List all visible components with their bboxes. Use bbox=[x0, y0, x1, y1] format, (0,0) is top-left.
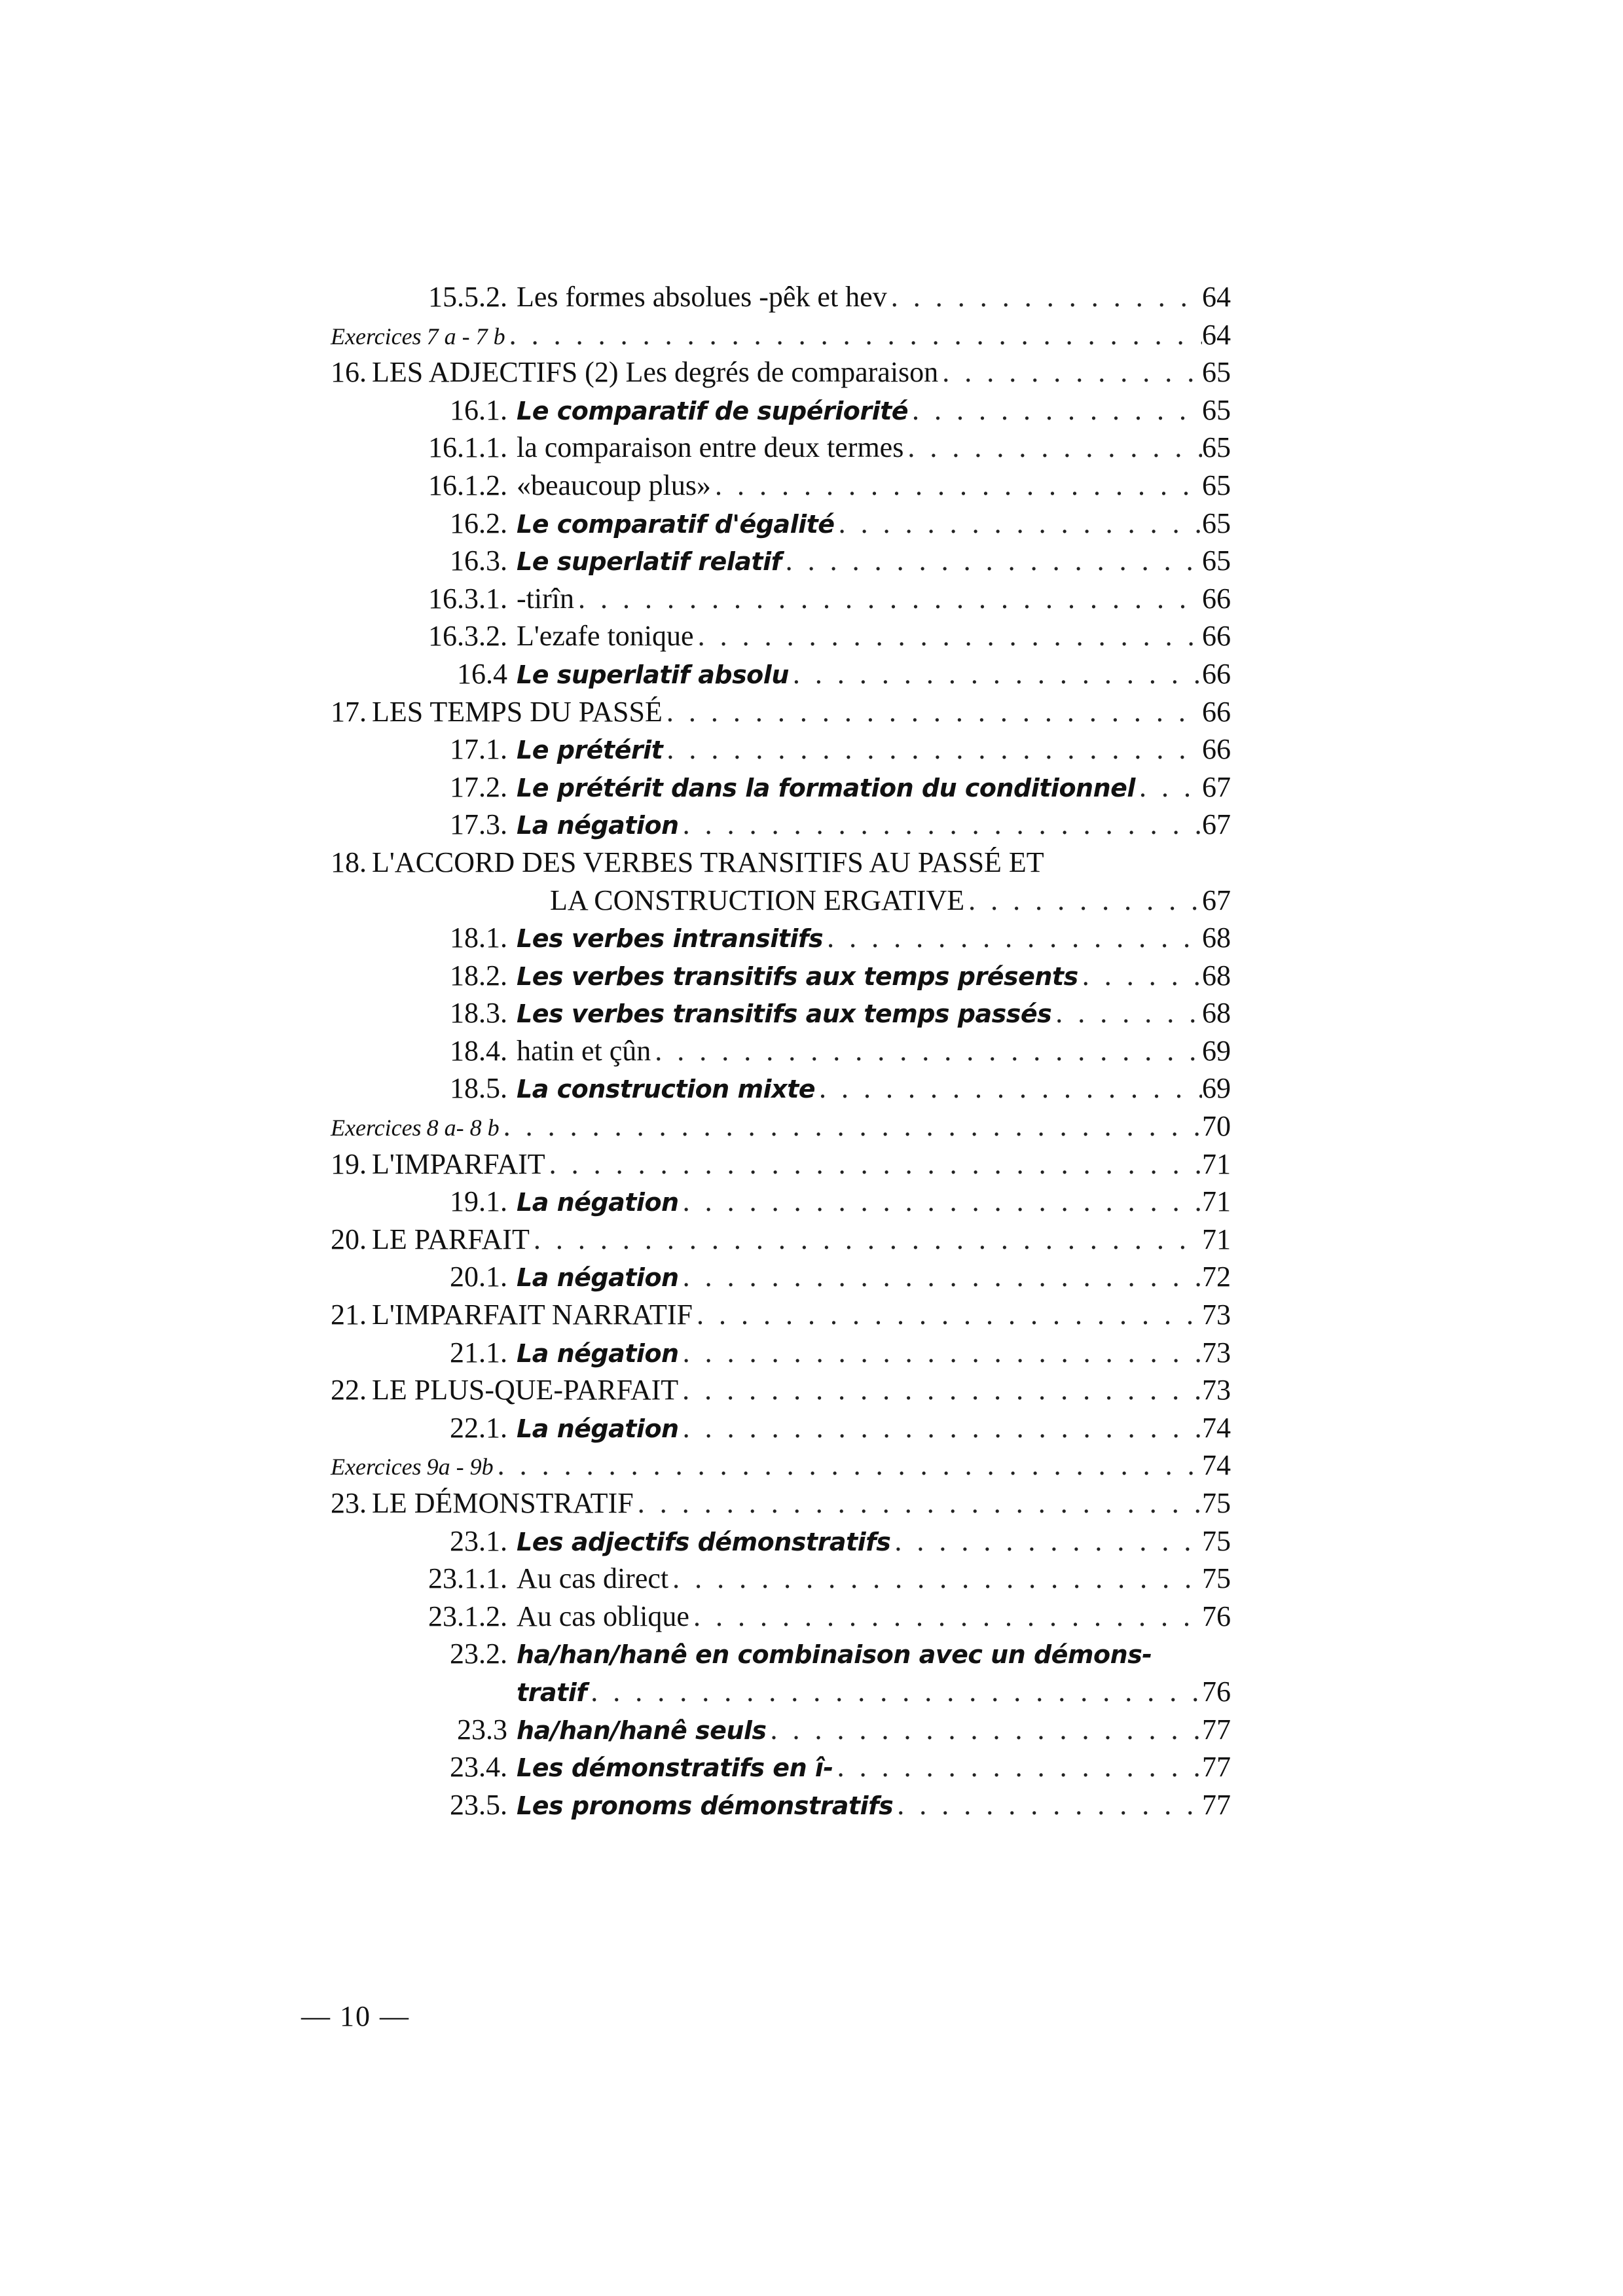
toc-entry-page: 73 bbox=[1202, 1374, 1231, 1407]
toc-leader-dots bbox=[835, 505, 1202, 543]
toc-entry-title: LE DÉMONSTRATIF bbox=[372, 1487, 634, 1519]
toc-entry bbox=[331, 806, 1231, 844]
toc-entry-title: Les verbes intransitifs bbox=[517, 924, 824, 954]
toc-entry-page: 65 bbox=[1202, 431, 1231, 464]
toc-entry bbox=[331, 353, 1231, 391]
toc-entry-number: 20.1. bbox=[450, 1261, 507, 1293]
toc-entry bbox=[331, 994, 1231, 1032]
toc-entry-title: LA CONSTRUCTION ERGATIVE bbox=[550, 884, 965, 916]
toc-entry-number: 18.5. bbox=[450, 1072, 507, 1105]
toc-entry-page: 65 bbox=[1202, 393, 1231, 426]
toc-entry-title: L'ACCORD DES VERBES TRANSITIFS AU PASSÉ ET bbox=[372, 846, 1044, 878]
toc-entry-number: 18.3. bbox=[450, 997, 507, 1030]
toc-entry-title: La négation bbox=[517, 1414, 679, 1443]
toc-entry-page: 67 bbox=[1202, 808, 1231, 841]
toc-entry-number: 16.3.2. bbox=[428, 620, 507, 653]
toc-leader-dots bbox=[964, 882, 1202, 920]
toc-entry bbox=[331, 1635, 1231, 1673]
toc-entry bbox=[331, 505, 1231, 543]
toc-entry-number: 17.1. bbox=[450, 733, 507, 766]
toc-entry-page: 67 bbox=[1202, 884, 1231, 916]
toc-entry-number: 18. bbox=[331, 846, 367, 878]
toc-entry-title: 9a - 9b bbox=[426, 1454, 494, 1480]
toc-entry-title: Le superlatif relatif bbox=[517, 547, 782, 577]
toc-entry bbox=[331, 1296, 1231, 1334]
toc-leader-dots bbox=[587, 1673, 1202, 1711]
toc-entry bbox=[331, 655, 1231, 693]
toc-entry-title: LE PARFAIT bbox=[372, 1223, 530, 1255]
toc-entry-title: Le prétérit bbox=[517, 736, 663, 765]
toc-entry bbox=[331, 1446, 1231, 1484]
toc-entry-number: 23. bbox=[331, 1487, 367, 1519]
toc-entry-number: 18.2. bbox=[450, 959, 507, 992]
toc-leader-dots bbox=[678, 1371, 1202, 1409]
toc-entry-page: 74 bbox=[1202, 1449, 1231, 1482]
toc-entry bbox=[331, 1334, 1231, 1372]
toc-entry-page: 75 bbox=[1202, 1487, 1231, 1519]
toc-entry-title: ha/han/hanê en combinaison avec un démons- bbox=[517, 1640, 1152, 1670]
toc-entry-page: 64 bbox=[1202, 318, 1231, 351]
toc-entry-number: 17. bbox=[331, 695, 367, 728]
toc-entry-page: 67 bbox=[1202, 770, 1231, 803]
toc-entry-page: 65 bbox=[1202, 356, 1231, 389]
toc-leader-dots bbox=[679, 1183, 1202, 1221]
toc-entry-title: Le prétérit dans la formation du conditionnel bbox=[517, 773, 1135, 802]
toc-entry bbox=[331, 1258, 1231, 1296]
toc-entry-page: 74 bbox=[1202, 1411, 1231, 1444]
toc-leader-dots bbox=[823, 919, 1202, 957]
toc-leader-dots bbox=[789, 655, 1202, 693]
toc-entry-number: Exercices bbox=[331, 323, 422, 350]
toc-entry bbox=[331, 1711, 1231, 1749]
toc-entry-title: LES TEMPS DU PASSÉ bbox=[372, 695, 663, 728]
toc-entry-number: 17.3. bbox=[450, 808, 507, 841]
toc-entry-title: 8 a- 8 b bbox=[426, 1115, 500, 1141]
toc-entry-number: 21.1. bbox=[450, 1336, 507, 1369]
toc-entry-page: 65 bbox=[1202, 507, 1231, 539]
toc-entry bbox=[331, 957, 1231, 995]
toc-entry-title: L'IMPARFAIT NARRATIF bbox=[372, 1299, 693, 1331]
toc-entry-title: LE PLUS-QUE-PARFAIT bbox=[372, 1374, 679, 1407]
toc-entry-title: 7 a - 7 b bbox=[426, 323, 505, 350]
toc-entry-title: ha/han/hanê seuls bbox=[517, 1715, 767, 1745]
toc-entry bbox=[331, 1560, 1231, 1598]
toc-entry bbox=[331, 1145, 1231, 1183]
toc-entry-number: 16.4 bbox=[457, 657, 507, 690]
toc-entry bbox=[331, 580, 1231, 618]
toc-entry bbox=[331, 919, 1231, 957]
toc-entry-page: 66 bbox=[1202, 620, 1231, 653]
toc-entry-page: 76 bbox=[1202, 1675, 1231, 1708]
toc-leader-dots bbox=[890, 1522, 1202, 1560]
toc-leader-dots bbox=[679, 1258, 1202, 1296]
toc-entry-title: L'ezafe tonique bbox=[517, 620, 694, 653]
toc-entry-number: 22.1. bbox=[450, 1411, 507, 1444]
toc-entry-number: Exercices bbox=[331, 1115, 422, 1141]
toc-entry-title: Les formes absolues -pêk et hev bbox=[517, 281, 887, 313]
toc-leader-dots bbox=[1078, 957, 1202, 995]
toc-entry-number: 16.1.2. bbox=[428, 469, 507, 501]
toc-leader-dots bbox=[530, 1221, 1202, 1259]
toc-leader-dots bbox=[893, 1786, 1202, 1824]
toc-entry bbox=[331, 316, 1231, 354]
toc-entry-page: 77 bbox=[1202, 1788, 1231, 1821]
toc-entry bbox=[331, 730, 1231, 768]
toc-entry bbox=[331, 1032, 1231, 1070]
toc-entry bbox=[331, 278, 1231, 316]
toc-entry-number: 21. bbox=[331, 1299, 367, 1331]
toc-entry-number: 16.3.1. bbox=[428, 582, 507, 615]
toc-leader-dots bbox=[782, 542, 1202, 580]
toc-entry-page: 66 bbox=[1202, 733, 1231, 766]
toc-entry-page: 68 bbox=[1202, 959, 1231, 992]
toc-entry-title: Au cas oblique bbox=[517, 1600, 689, 1632]
toc-entry bbox=[331, 617, 1231, 655]
toc-entry-title: Le comparatif de supériorité bbox=[517, 396, 909, 425]
toc-entry-page: 75 bbox=[1202, 1524, 1231, 1557]
toc-entry-title: tratif bbox=[517, 1677, 587, 1707]
toc-entry-page: 77 bbox=[1202, 1713, 1231, 1746]
toc-entry-page: 73 bbox=[1202, 1299, 1231, 1331]
toc-entry-title: La négation bbox=[517, 811, 679, 840]
toc-entry bbox=[331, 1069, 1231, 1107]
toc-entry bbox=[331, 768, 1231, 806]
toc-entry bbox=[331, 1409, 1231, 1447]
table-of-contents bbox=[331, 278, 1231, 1823]
toc-entry-page: 66 bbox=[1202, 582, 1231, 615]
toc-entry bbox=[331, 1183, 1231, 1221]
toc-entry-page: 69 bbox=[1202, 1072, 1231, 1105]
toc-entry bbox=[331, 882, 1231, 920]
toc-entry bbox=[331, 1107, 1231, 1145]
toc-entry bbox=[331, 1221, 1231, 1259]
toc-entry-title: Le superlatif absolu bbox=[517, 660, 789, 689]
toc-entry-number: 18.4. bbox=[450, 1034, 507, 1067]
toc-leader-dots bbox=[679, 1334, 1202, 1372]
toc-entry bbox=[331, 429, 1231, 467]
toc-leader-dots bbox=[908, 391, 1202, 429]
toc-entry-title: Les pronoms démonstratifs bbox=[517, 1791, 894, 1820]
toc-entry-number: 16.3. bbox=[450, 545, 507, 577]
toc-entry-number: 16.2. bbox=[450, 507, 507, 539]
toc-leader-dots bbox=[663, 730, 1202, 768]
toc-leader-dots bbox=[767, 1711, 1202, 1749]
toc-entry-number: 20. bbox=[331, 1223, 367, 1255]
toc-entry bbox=[331, 1598, 1231, 1636]
toc-entry bbox=[331, 1673, 1231, 1711]
toc-leader-dots bbox=[663, 693, 1202, 731]
toc-entry-page: 71 bbox=[1202, 1223, 1231, 1255]
toc-entry bbox=[331, 542, 1231, 580]
toc-leader-dots bbox=[833, 1748, 1202, 1786]
toc-entry-number: 23.4. bbox=[450, 1751, 507, 1784]
toc-leader-dots bbox=[887, 278, 1202, 316]
toc-entry-number: 18.1. bbox=[450, 922, 507, 954]
toc-entry-title: La négation bbox=[517, 1263, 679, 1293]
page-number: — 10 — bbox=[301, 2000, 410, 2032]
toc-entry-number: 19. bbox=[331, 1147, 367, 1180]
toc-leader-dots bbox=[545, 1145, 1202, 1183]
toc-entry-page: 65 bbox=[1202, 545, 1231, 577]
toc-leader-dots bbox=[693, 1296, 1202, 1334]
toc-leader-dots bbox=[679, 1409, 1202, 1447]
toc-leader-dots bbox=[903, 429, 1202, 467]
toc-leader-dots bbox=[668, 1560, 1202, 1598]
toc-entry-page: 70 bbox=[1202, 1110, 1231, 1143]
toc-entry-number: 23.1.2. bbox=[428, 1600, 507, 1632]
toc-entry-title: -tirîn bbox=[517, 582, 574, 615]
toc-entry-page: 71 bbox=[1202, 1147, 1231, 1180]
toc-entry-number: 23.3 bbox=[457, 1713, 507, 1746]
toc-entry-title: hatin et çûn bbox=[517, 1034, 651, 1067]
toc-entry bbox=[331, 1371, 1231, 1409]
toc-entry-number: 22. bbox=[331, 1374, 367, 1407]
toc-entry-title: LES ADJECTIFS (2) Les degrés de comparaison bbox=[372, 356, 939, 389]
toc-entry bbox=[331, 1484, 1231, 1522]
toc-entry-title: Le comparatif d'égalité bbox=[517, 509, 835, 539]
toc-entry-title: L'IMPARFAIT bbox=[372, 1147, 545, 1180]
toc-leader-dots bbox=[574, 580, 1202, 618]
toc-entry-number: 23.1. bbox=[450, 1524, 507, 1557]
toc-leader-dots bbox=[494, 1446, 1202, 1484]
toc-entry-title: Les démonstratifs en î- bbox=[517, 1753, 833, 1783]
toc-leader-dots bbox=[938, 353, 1202, 391]
toc-entry bbox=[331, 1522, 1231, 1560]
toc-entry-title: «beaucoup plus» bbox=[517, 469, 711, 501]
toc-entry-number: 16.1.1. bbox=[428, 431, 507, 464]
toc-entry-page: 71 bbox=[1202, 1185, 1231, 1218]
toc-entry-number: 16. bbox=[331, 356, 367, 389]
toc-leader-dots bbox=[651, 1032, 1202, 1070]
toc-leader-dots bbox=[1135, 768, 1202, 806]
toc-entry-page: 68 bbox=[1202, 922, 1231, 954]
toc-entry-number: 23.1.1. bbox=[428, 1562, 507, 1595]
toc-entry bbox=[331, 693, 1231, 731]
toc-entry-title: La négation bbox=[517, 1338, 679, 1368]
toc-entry-page: 69 bbox=[1202, 1034, 1231, 1067]
toc-entry-page: 72 bbox=[1202, 1261, 1231, 1293]
toc-entry-page: 66 bbox=[1202, 695, 1231, 728]
toc-entry bbox=[331, 1748, 1231, 1786]
toc-leader-dots bbox=[1051, 994, 1202, 1032]
toc-entry bbox=[331, 1786, 1231, 1824]
toc-entry-title: Les verbes transitifs aux temps présents bbox=[517, 961, 1078, 991]
toc-entry-number: 15.5.2. bbox=[428, 281, 507, 313]
toc-entry-number: 16.1. bbox=[450, 393, 507, 426]
toc-entry-number: 17.2. bbox=[450, 770, 507, 803]
toc-entry bbox=[331, 467, 1231, 505]
toc-leader-dots bbox=[505, 316, 1202, 354]
toc-entry-title: La construction mixte bbox=[517, 1075, 816, 1104]
toc-entry-number: 23.2. bbox=[450, 1638, 507, 1670]
toc-leader-dots bbox=[689, 1598, 1202, 1636]
toc-entry-number: 19.1. bbox=[450, 1185, 507, 1218]
toc-entry-page: 68 bbox=[1202, 997, 1231, 1030]
toc-entry-title: La négation bbox=[517, 1188, 679, 1217]
toc-entry-title: la comparaison entre deux termes bbox=[517, 431, 904, 464]
toc-entry-number: Exercices bbox=[331, 1454, 422, 1480]
toc-entry bbox=[331, 391, 1231, 429]
toc-leader-dots bbox=[679, 806, 1202, 844]
toc-leader-dots bbox=[711, 467, 1202, 505]
toc-entry-page: 64 bbox=[1202, 281, 1231, 313]
toc-entry-title: Les verbes transitifs aux temps passés bbox=[517, 999, 1052, 1029]
toc-entry-page: 66 bbox=[1202, 657, 1231, 690]
toc-entry-page: 75 bbox=[1202, 1562, 1231, 1595]
toc-leader-dots bbox=[500, 1107, 1202, 1145]
toc-entry-page: 77 bbox=[1202, 1751, 1231, 1784]
toc-leader-dots bbox=[815, 1069, 1202, 1107]
toc-entry-number: 23.5. bbox=[450, 1788, 507, 1821]
toc-leader-dots bbox=[694, 617, 1202, 655]
toc-entry-page: 73 bbox=[1202, 1336, 1231, 1369]
toc-entry-page: 65 bbox=[1202, 469, 1231, 501]
toc-leader-dots bbox=[634, 1484, 1202, 1522]
toc-entry-title: Les adjectifs démonstratifs bbox=[517, 1527, 891, 1556]
toc-entry-title: Au cas direct bbox=[517, 1562, 669, 1595]
toc-entry bbox=[331, 844, 1231, 882]
toc-entry-page: 76 bbox=[1202, 1600, 1231, 1632]
